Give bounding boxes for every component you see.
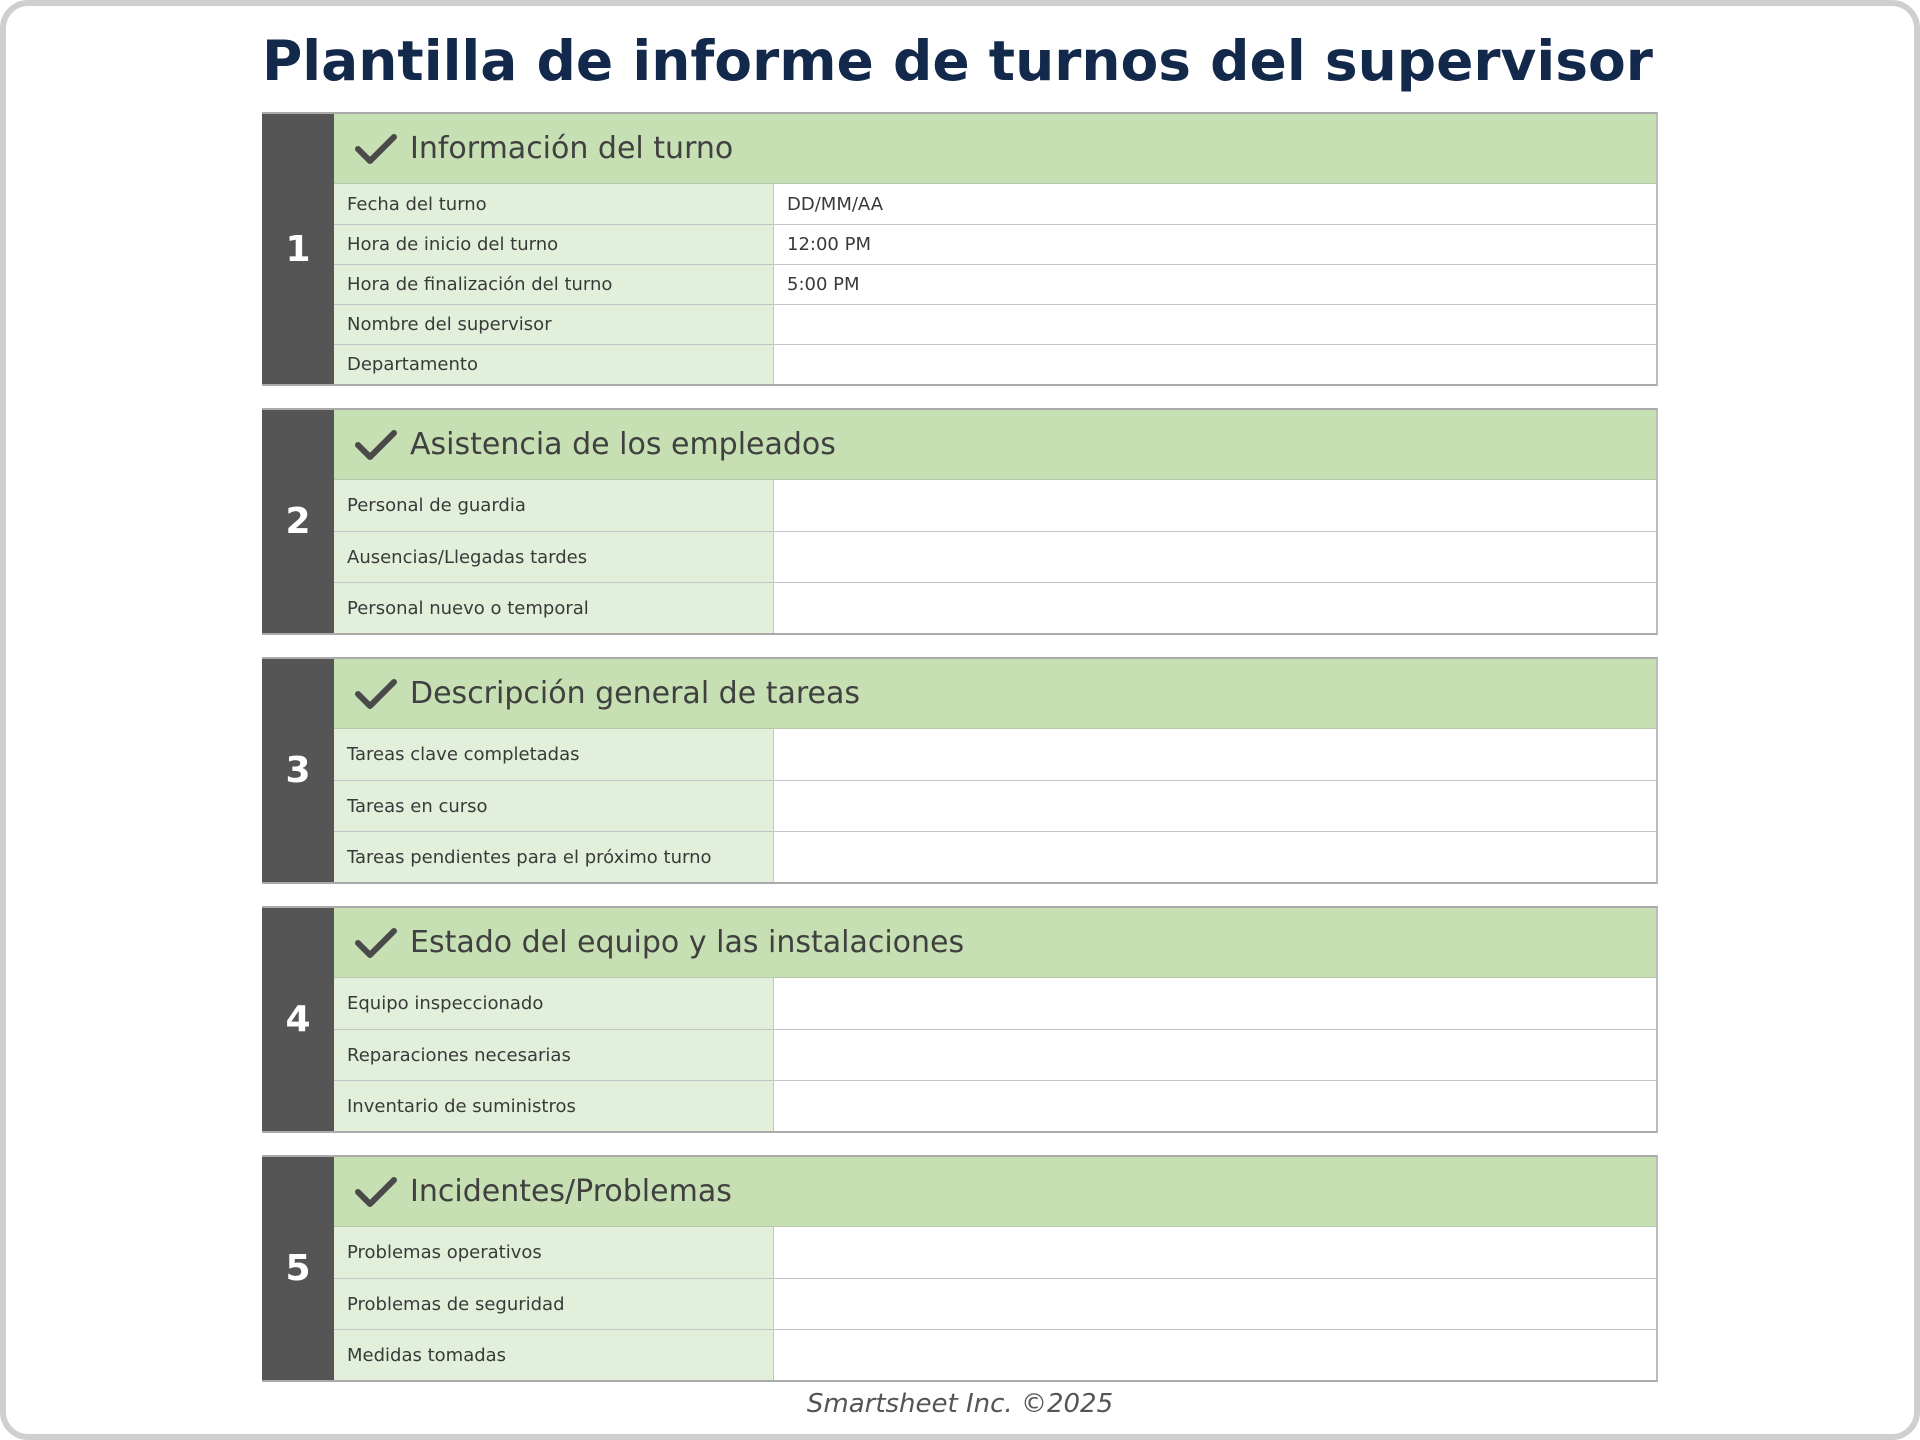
check-icon bbox=[354, 132, 398, 166]
section-number: 3 bbox=[262, 659, 334, 882]
section-number: 5 bbox=[262, 1157, 334, 1380]
section-attendance bbox=[262, 408, 1658, 635]
field-value[interactable] bbox=[774, 1081, 1656, 1131]
table-row bbox=[334, 729, 1656, 780]
field-label: Equipo inspeccionado bbox=[334, 978, 774, 1029]
table-row bbox=[334, 1278, 1656, 1329]
check-icon bbox=[354, 1175, 398, 1209]
field-label: Hora de finalización del turno bbox=[334, 265, 774, 304]
field-label: Ausencias/Llegadas tardes bbox=[334, 532, 774, 582]
section-title: Estado del equipo y las instalaciones bbox=[410, 925, 965, 960]
section-number: 2 bbox=[262, 410, 334, 633]
field-label: Nombre del supervisor bbox=[334, 305, 774, 344]
table-row bbox=[334, 780, 1656, 831]
section-tasks bbox=[262, 657, 1658, 884]
field-value[interactable] bbox=[774, 305, 1656, 344]
page-title: Plantilla de informe de turnos del supervisor bbox=[262, 29, 1653, 93]
table-row bbox=[334, 1029, 1656, 1080]
table-row bbox=[334, 531, 1656, 582]
table-row bbox=[334, 1080, 1656, 1131]
field-value[interactable] bbox=[774, 781, 1656, 831]
field-value[interactable]: 12:00 PM bbox=[774, 225, 1656, 264]
field-label: Fecha del turno bbox=[334, 184, 774, 224]
table-row bbox=[334, 831, 1656, 882]
field-value[interactable] bbox=[774, 532, 1656, 582]
field-value[interactable] bbox=[774, 1227, 1656, 1278]
field-label: Reparaciones necesarias bbox=[334, 1030, 774, 1080]
section-header bbox=[334, 410, 1656, 480]
field-label: Tareas en curso bbox=[334, 781, 774, 831]
footer-copyright: Smartsheet Inc. ©2025 bbox=[806, 1389, 1114, 1419]
field-label: Tareas clave completadas bbox=[334, 729, 774, 780]
field-value[interactable]: 5:00 PM bbox=[774, 265, 1656, 304]
field-value[interactable] bbox=[774, 1030, 1656, 1080]
field-value[interactable] bbox=[774, 832, 1656, 882]
field-value[interactable] bbox=[774, 1279, 1656, 1329]
field-value[interactable] bbox=[774, 583, 1656, 633]
section-number: 1 bbox=[262, 114, 334, 384]
section-header bbox=[334, 1157, 1656, 1227]
table-row bbox=[334, 582, 1656, 633]
section-header bbox=[334, 114, 1656, 184]
field-value[interactable] bbox=[774, 345, 1656, 384]
table-row bbox=[334, 224, 1656, 264]
field-value[interactable] bbox=[774, 978, 1656, 1029]
check-icon bbox=[354, 926, 398, 960]
field-value[interactable] bbox=[774, 480, 1656, 531]
section-title: Asistencia de los empleados bbox=[410, 427, 836, 462]
field-value[interactable]: DD/MM/AA bbox=[774, 184, 1656, 224]
table-row bbox=[334, 480, 1656, 531]
check-icon bbox=[354, 677, 398, 711]
table-row bbox=[334, 344, 1656, 384]
field-label: Departamento bbox=[334, 345, 774, 384]
section-header bbox=[334, 908, 1656, 978]
table-row bbox=[334, 264, 1656, 304]
section-equipment bbox=[262, 906, 1658, 1133]
field-label: Problemas operativos bbox=[334, 1227, 774, 1278]
field-label: Inventario de suministros bbox=[334, 1081, 774, 1131]
table-row bbox=[334, 184, 1656, 224]
field-label: Problemas de seguridad bbox=[334, 1279, 774, 1329]
field-label: Hora de inicio del turno bbox=[334, 225, 774, 264]
section-title: Descripción general de tareas bbox=[410, 676, 861, 711]
section-shift-info bbox=[262, 112, 1658, 386]
field-label: Medidas tomadas bbox=[334, 1330, 774, 1380]
field-value[interactable] bbox=[774, 729, 1656, 780]
field-label: Personal nuevo o temporal bbox=[334, 583, 774, 633]
section-title: Incidentes/Problemas bbox=[410, 1174, 732, 1209]
field-label: Tareas pendientes para el próximo turno bbox=[334, 832, 774, 882]
section-incidents bbox=[262, 1155, 1658, 1382]
section-header bbox=[334, 659, 1656, 729]
section-title: Información del turno bbox=[410, 131, 734, 166]
table-row bbox=[334, 1227, 1656, 1278]
field-value[interactable] bbox=[774, 1330, 1656, 1380]
table-row bbox=[334, 304, 1656, 344]
table-row bbox=[334, 1329, 1656, 1380]
field-label: Personal de guardia bbox=[334, 480, 774, 531]
check-icon bbox=[354, 428, 398, 462]
document bbox=[262, 0, 1658, 1382]
section-number: 4 bbox=[262, 908, 334, 1131]
table-row bbox=[334, 978, 1656, 1029]
